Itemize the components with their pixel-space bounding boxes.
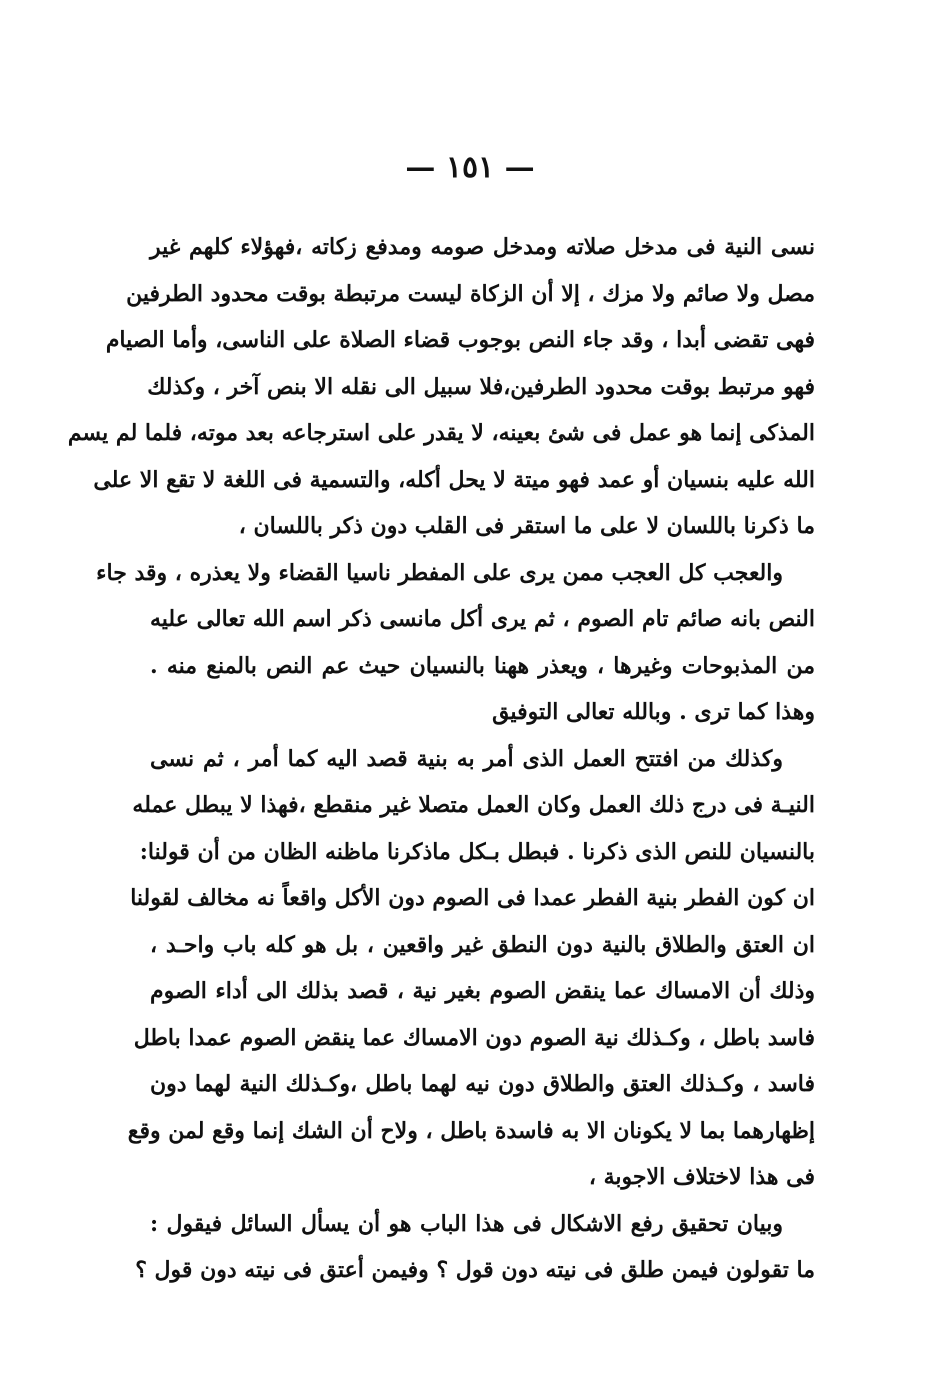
text-line: مصل ولا صائم ولا مزك ، إلا أن الزكاة ليست مرتبطة بوقت محدود الطرفين <box>126 280 815 307</box>
text-line: والعجب كل العجب ممن يرى على المفطر ناسيا القضاء ولا يعذره ، وقد جاء <box>96 559 783 586</box>
paragraph-3 <box>127 736 815 1201</box>
text-line: فاسد باطل ، وكـذلك نية الصوم دون الامساك عما ينقض الصوم عمدا باطل <box>133 1024 815 1051</box>
text-line: ما تقولون فيمن طلق فى نيته دون قول ؟ وفيمن أعتق فى نيته دون قول ؟ <box>135 1257 815 1283</box>
text-line: من المذبوحات وغيرها ، ويعذر ههنا بالنسيان حيث عم النص بالمنع منه . <box>150 652 815 679</box>
text-line: ان العتق والطلاق بالنية دون النطق غير واقعين ، بل هو كله باب واحـد ، <box>150 931 815 958</box>
text-line: فهى تقضى أبدا ، وقد جاء النص بوجوب قضاء الصلاة على الناسى، وأما الصيام <box>105 327 815 353</box>
text-line: فهو مرتبط بوقت محدود الطرفين،فلا سبيل الى نقله الا بنص آخر ، وكذلك <box>147 373 815 400</box>
text-line: وبيان تحقيق رفع الاشكال فى هذا الباب هو أن يسأل السائل فيقول : <box>150 1210 783 1237</box>
text-line: إظهارهما بما لا يكونان الا به فاسدة باطل ، ولاح أن الشك إنما وقع لمن وقع <box>127 1117 815 1144</box>
text-line: وذلك أن الامساك عما ينقض الصوم بغير نية ، قصد بذلك الى أداء الصوم <box>150 978 815 1004</box>
body-text <box>67 224 815 1294</box>
text-line: فاسد ، وكـذلك العتق والطلاق دون نيه لهما باطل ،وكـذلك النية لهما دون <box>150 1071 815 1097</box>
text-line: وكذلك من افتتح العمل الذى أمر به بنية قصد اليه كما أمر ، ثم نسى <box>150 745 783 772</box>
paragraph-1 <box>67 224 815 550</box>
text-line: الله عليه بنسيان أو عمد فهو ميتة لا يحل أكله، والتسمية فى اللغة لا تقع الا على <box>93 466 815 493</box>
paragraph-4 <box>135 1201 815 1294</box>
page-number: — ١٥١ — <box>405 150 535 185</box>
paragraph-2 <box>96 550 815 736</box>
text-line: المذكى إنما هو عمل فى شئ بعينه، لا يقدر على استرجاعه بعد موته، فلما لم يسم <box>67 420 815 446</box>
text-line: النص بانه صائم تام الصوم ، ثم يرى أكل مانسى ذكر اسم الله تعالى عليه <box>150 606 815 632</box>
text-line: وهذا كما ترى . وبالله تعالى التوفيق <box>492 699 815 725</box>
text-line: ان كون الفطر بنية الفطر عمدا فى الصوم دون الأكل واقعاً نه مخالف لقولنا <box>130 885 815 911</box>
text-line: فى هذا لاختلاف الاجوبة ، <box>588 1164 815 1190</box>
text-line: نسى النية فى مدخل صلاته ومدخل صومه ومدفع زكاته ،فهؤلاء كلهم غير <box>150 234 815 260</box>
text-line: ما ذكرنا باللسان لا على ما استقر فى القلب دون ذكر باللسان ، <box>238 513 815 539</box>
text-line: بالنسيان للنص الذى ذكرنا . فبطل بـكل ماذكرنا ماظنه الظان من أن قولنا: <box>139 838 815 865</box>
text-line: النيـة فى درج ذلك العمل وكان العمل متصلا غير منقطع ،فهذا لا يبطل عمله <box>132 792 815 818</box>
